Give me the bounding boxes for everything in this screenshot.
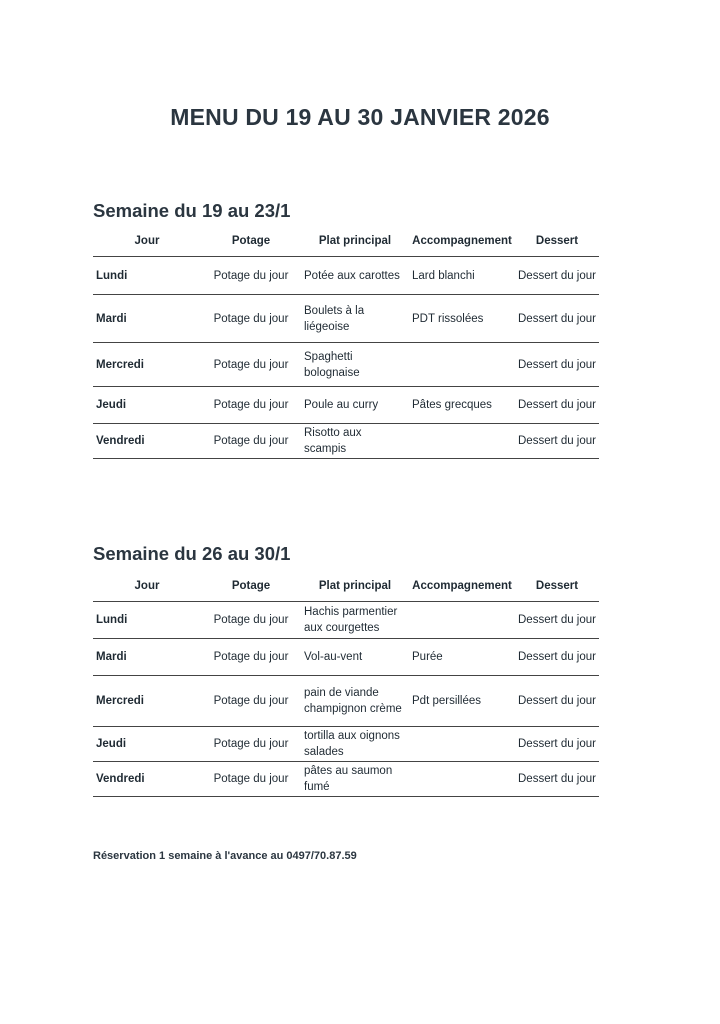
- plat-cell: Poule au curry: [301, 387, 409, 424]
- plat-cell: Risotto aux scampis: [301, 424, 409, 459]
- plat-cell: Spaghetti bolognaise: [301, 343, 409, 387]
- table-row: [93, 343, 599, 387]
- potage-cell: Potage du jour: [201, 639, 301, 676]
- week-1-menu-table: [93, 226, 599, 459]
- plat-cell: pain de viande champignon crème: [301, 676, 409, 727]
- accompagnement-cell: PDT rissolées: [409, 295, 515, 343]
- dessert-cell: Dessert du jour: [515, 257, 599, 295]
- table-row: [93, 424, 599, 459]
- column-header-accompagnement: Accompagnement: [409, 571, 515, 602]
- accompagnement-cell: [409, 343, 515, 387]
- plat-cell: Boulets à la liégeoise: [301, 295, 409, 343]
- column-header-potage: Potage: [201, 226, 301, 257]
- dessert-cell: Dessert du jour: [515, 639, 599, 676]
- plat-cell: pâtes au saumon fumé: [301, 762, 409, 797]
- day-cell: Vendredi: [93, 762, 201, 797]
- accompagnement-cell: [409, 762, 515, 797]
- potage-cell: Potage du jour: [201, 424, 301, 459]
- table-row: [93, 295, 599, 343]
- table-header-row: [93, 571, 599, 602]
- potage-cell: Potage du jour: [201, 602, 301, 639]
- table-header-row: [93, 226, 599, 257]
- column-header-dessert: Dessert: [515, 226, 599, 257]
- dessert-cell: Dessert du jour: [515, 727, 599, 762]
- column-header-jour: Jour: [93, 571, 201, 602]
- accompagnement-cell: Lard blanchi: [409, 257, 515, 295]
- column-header-jour: Jour: [93, 226, 201, 257]
- day-cell: Lundi: [93, 257, 201, 295]
- dessert-cell: Dessert du jour: [515, 343, 599, 387]
- column-header-accompagnement: Accompagnement: [409, 226, 515, 257]
- plat-cell: Hachis parmentier aux courgettes: [301, 602, 409, 639]
- page-title: MENU DU 19 AU 30 JANVIER 2026: [170, 104, 550, 130]
- potage-cell: Potage du jour: [201, 727, 301, 762]
- plat-cell: tortilla aux oignons salades: [301, 727, 409, 762]
- column-header-dessert: Dessert: [515, 571, 599, 602]
- plat-cell: Potée aux carottes: [301, 257, 409, 295]
- week-2-menu-table: [93, 571, 599, 797]
- day-cell: Mardi: [93, 295, 201, 343]
- table-row: [93, 676, 599, 727]
- accompagnement-cell: Pâtes grecques: [409, 387, 515, 424]
- table-row: [93, 727, 599, 762]
- week-1-title: Semaine du 19 au 23/1: [93, 200, 291, 221]
- potage-cell: Potage du jour: [201, 343, 301, 387]
- table-row: [93, 257, 599, 295]
- potage-cell: Potage du jour: [201, 676, 301, 727]
- day-cell: Jeudi: [93, 727, 201, 762]
- dessert-cell: Dessert du jour: [515, 762, 599, 797]
- accompagnement-cell: Purée: [409, 639, 515, 676]
- potage-cell: Potage du jour: [201, 387, 301, 424]
- accompagnement-cell: [409, 727, 515, 762]
- column-header-plat: Plat principal: [301, 226, 409, 257]
- dessert-cell: Dessert du jour: [515, 676, 599, 727]
- table-row: [93, 762, 599, 797]
- table-row: [93, 602, 599, 639]
- accompagnement-cell: [409, 602, 515, 639]
- dessert-cell: Dessert du jour: [515, 602, 599, 639]
- day-cell: Vendredi: [93, 424, 201, 459]
- column-header-plat: Plat principal: [301, 571, 409, 602]
- potage-cell: Potage du jour: [201, 295, 301, 343]
- day-cell: Mercredi: [93, 676, 201, 727]
- table-row: [93, 639, 599, 676]
- day-cell: Jeudi: [93, 387, 201, 424]
- accompagnement-cell: Pdt persillées: [409, 676, 515, 727]
- table-row: [93, 387, 599, 424]
- plat-cell: Vol-au-vent: [301, 639, 409, 676]
- dessert-cell: Dessert du jour: [515, 387, 599, 424]
- dessert-cell: Dessert du jour: [515, 295, 599, 343]
- dessert-cell: Dessert du jour: [515, 424, 599, 459]
- week-2-title: Semaine du 26 au 30/1: [93, 543, 291, 564]
- accompagnement-cell: [409, 424, 515, 459]
- potage-cell: Potage du jour: [201, 762, 301, 797]
- reservation-note: Réservation 1 semaine à l'avance au 0497/70.87.59: [93, 850, 357, 862]
- day-cell: Mardi: [93, 639, 201, 676]
- day-cell: Mercredi: [93, 343, 201, 387]
- day-cell: Lundi: [93, 602, 201, 639]
- potage-cell: Potage du jour: [201, 257, 301, 295]
- column-header-potage: Potage: [201, 571, 301, 602]
